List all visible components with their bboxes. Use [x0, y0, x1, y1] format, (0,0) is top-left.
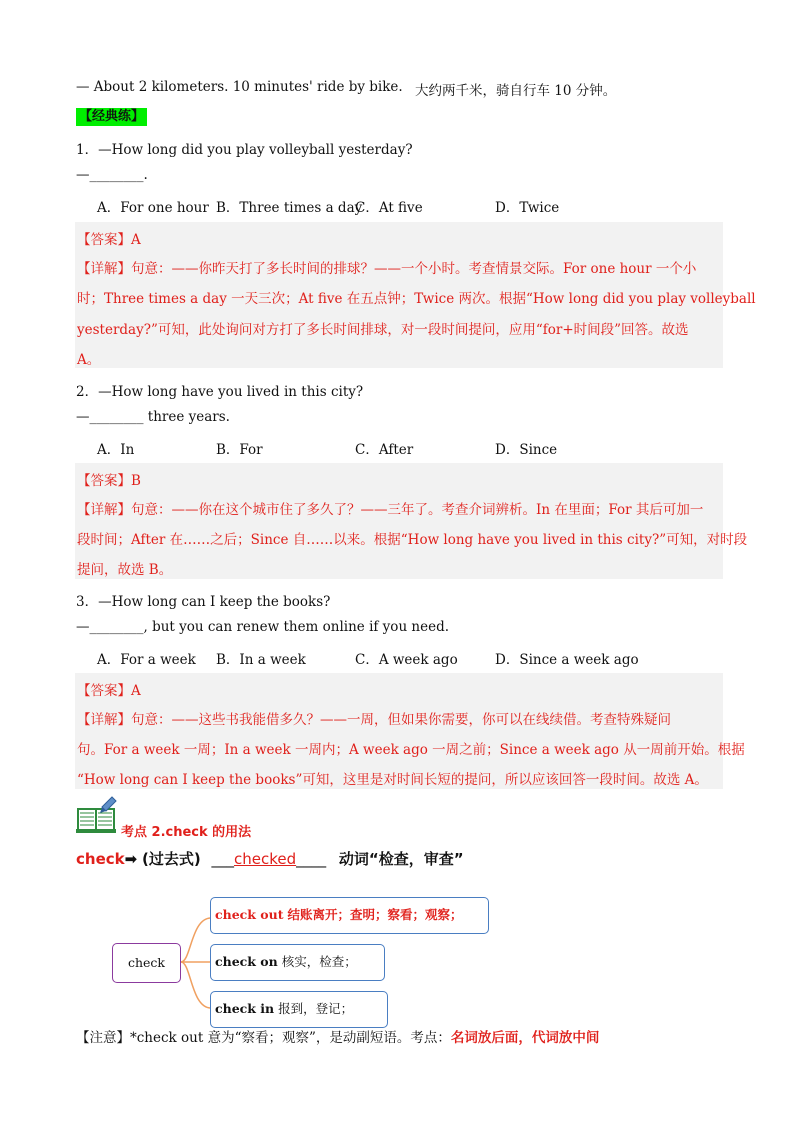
check-word: check	[76, 850, 125, 868]
section-badge: 【经典练】	[76, 108, 147, 126]
question-1: 1．—How long did you play volleyball yesterday?	[76, 142, 413, 158]
branch-1-phrase: check out	[215, 907, 284, 923]
question-3: 3．—How long can I keep the books?	[76, 594, 331, 610]
past-label: (过去式)	[141, 850, 201, 868]
q3-answer: 【答案】A	[77, 683, 141, 699]
question-2: 2．—How long have you lived in this city?	[76, 384, 364, 400]
mindmap-root	[112, 943, 181, 983]
q3-explain-line-3: “How long can I keep the books”可知，这里是对时间长短的提问，所以应该回答一段时间。故选 A。	[77, 772, 708, 788]
q1-option-c: C．At five	[355, 200, 423, 216]
question-1-blank: —________.	[76, 167, 148, 183]
q3-option-a: A．For a week	[97, 652, 196, 668]
check-meaning: 动词“检查，审查”	[338, 850, 464, 868]
q1-option-b: B．Three times a day	[216, 200, 363, 216]
note-highlight: 名词放后面，代词放中间	[450, 1030, 600, 1046]
q2-answer-box	[75, 463, 748, 579]
kaodian-title: 考点 2.check 的用法	[121, 825, 252, 840]
q1-explain-line-2: 时；Three times a day 一天三次；At five 在五点钟；Twice 两次。根据“How long did you play volleyball	[77, 291, 756, 307]
q1-explain-line-4: A。	[77, 352, 101, 368]
q3-explain-line-2: 句。For a week 一周；In a week 一周内；A week ago 一周之前；Since a week ago 从一周前开始。根据	[77, 742, 745, 758]
branch-3-meaning: 报到，登记；	[278, 1001, 354, 1017]
q2-option-d: D．Since	[495, 442, 558, 458]
mindmap-branch-check-in	[210, 991, 388, 1028]
branch-3-phrase: check in	[215, 1001, 275, 1017]
q2-option-c: C．After	[355, 442, 414, 458]
q2-explain-line-1: 【详解】句意：——你在这个城市住了多久了？——三年了。考查介词辨析。In 在里面；For 其后可加一	[77, 502, 704, 518]
q3-answer-box	[75, 673, 745, 789]
q1-option-d: D．Twice	[495, 200, 560, 216]
mindmap-branch-check-on	[210, 944, 385, 981]
branch-1-meaning: 结账离开；查明；察看；观察；	[287, 907, 463, 923]
blank-right: ____	[296, 850, 327, 868]
note-prefix: 【注意】*check out 意为“察看；观察”，是动副短语。考点：	[76, 1030, 451, 1046]
q2-option-b: B．For	[216, 442, 263, 458]
mindmap-root-label: check	[127, 954, 166, 970]
check-past-line	[76, 848, 464, 869]
q2-option-a: A．In	[97, 442, 135, 458]
mindmap-branch-check-out	[210, 897, 489, 934]
book-pen-icon	[76, 795, 120, 835]
q1-explain-line-3: yesterday?”可知，此处询问对方打了多长时间排球，对一段时间提问，应用“for+时间段”回答。故选	[77, 322, 689, 338]
arrow-right-icon: ➡	[124, 850, 138, 868]
q3-option-b: B．In a week	[216, 652, 306, 668]
question-2-blank: —________ three years.	[76, 409, 230, 425]
q2-answer: 【答案】B	[77, 473, 141, 489]
intro-en: — About 2 kilometers. 10 minutes' ride by bike.	[76, 79, 403, 95]
question-3-blank: —________, but you can renew them online if you need.	[76, 619, 450, 635]
q1-explain-line-1: 【详解】句意：——你昨天打了多长时间的排球？——一个小时。考查情景交际。For one hour 一个小	[77, 261, 697, 277]
q3-option-d: D．Since a week ago	[495, 652, 639, 668]
q1-answer: 【答案】A	[77, 232, 141, 248]
note-line	[76, 1026, 599, 1046]
branch-2-meaning: 核实，检查；	[281, 954, 357, 970]
q3-option-c: C．A week ago	[355, 652, 458, 668]
q1-answer-box	[75, 222, 756, 368]
branch-2-phrase: check on	[215, 954, 278, 970]
past-form: checked	[233, 850, 297, 868]
blank-left: ___	[211, 850, 234, 868]
intro-zh: 大约两千米，骑自行车 10 分钟。	[415, 83, 617, 99]
q2-explain-line-2: 段时间；After 在……之后；Since 自……以来。根据“How long have you lived in this city?”可知，对时段	[77, 532, 748, 548]
q1-option-a: A．For one hour	[97, 200, 209, 216]
q3-explain-line-1: 【详解】句意：——这些书我能借多久？——一周，但如果你需要，你可以在线续借。考查特殊疑问	[77, 712, 671, 728]
q2-explain-line-3: 提问，故选 B。	[77, 562, 173, 578]
